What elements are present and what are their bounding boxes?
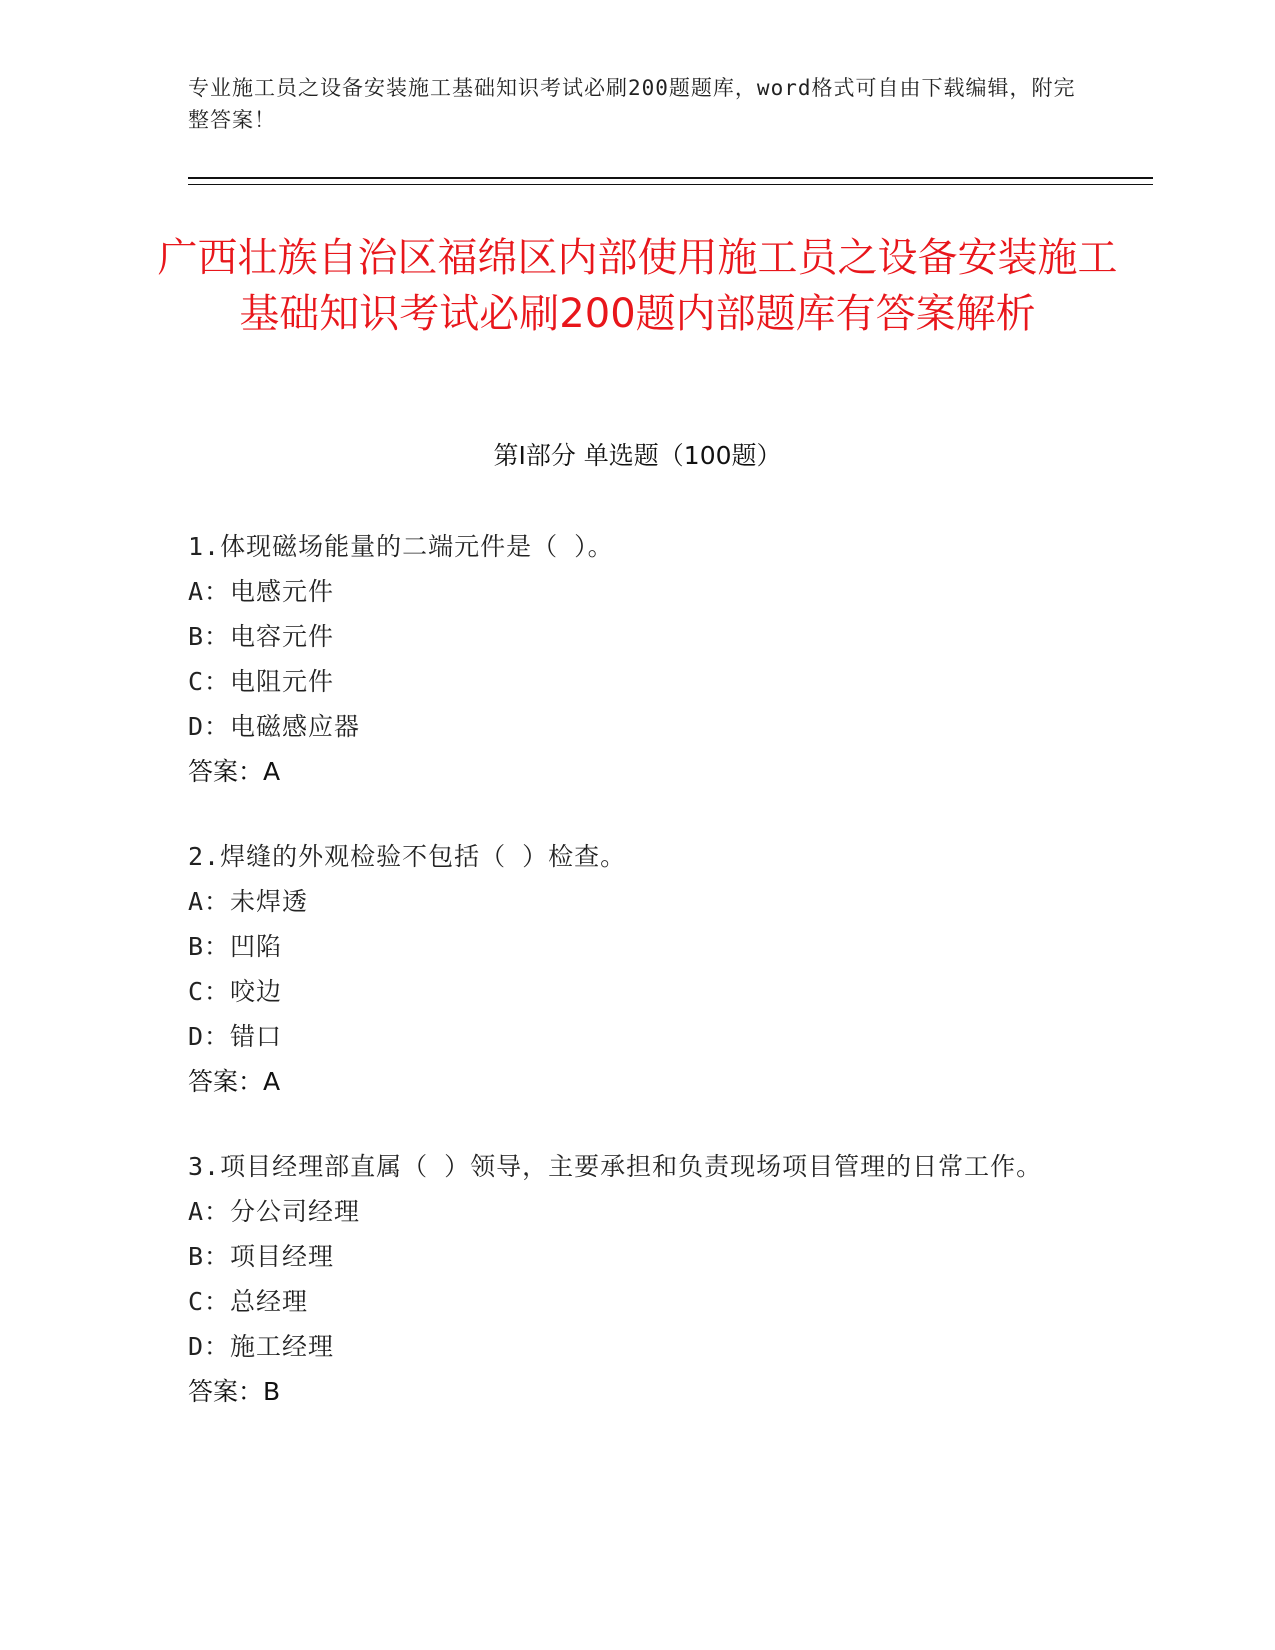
question-stem: 2.焊缝的外观检验不包括（ ）检查。 xyxy=(188,842,627,871)
header-note: 专业施工员之设备安装施工基础知识考试必刷200题题库，word格式可自由下载编辑，附完整答案！ xyxy=(188,76,1076,132)
option-b: B：电容元件 xyxy=(188,622,335,651)
header-divider-thick xyxy=(188,177,1153,179)
option-d: D：电磁感应器 xyxy=(188,712,361,741)
document-title: 广西壮族自治区福绵区内部使用施工员之设备安装施工基础知识考试必刷200题内部题库有答案解析 xyxy=(157,235,1118,337)
header-divider-thin xyxy=(188,184,1153,185)
section-title: 第Ⅰ部分 单选题（100题） xyxy=(493,441,782,470)
option-b: B：凹陷 xyxy=(188,932,283,961)
question-stem: 3.项目经理部直属（ ）领导，主要承担和负责现场项目管理的日常工作。 xyxy=(188,1152,1043,1181)
option-b: B：项目经理 xyxy=(188,1242,335,1271)
option-a: A：分公司经理 xyxy=(188,1197,361,1226)
question-stem: 1.体现磁场能量的二端元件是（ ）。 xyxy=(188,532,614,561)
option-d: D：施工经理 xyxy=(188,1332,335,1361)
answer-line: 答案：A xyxy=(188,757,281,786)
option-a: A：电感元件 xyxy=(188,577,335,606)
option-a: A：未焊透 xyxy=(188,887,309,916)
question-list xyxy=(188,524,1088,1454)
option-d: D：错口 xyxy=(188,1022,283,1051)
answer-line: 答案：A xyxy=(188,1067,281,1096)
question-1 xyxy=(188,524,1088,794)
question-2 xyxy=(188,834,1088,1104)
option-c: C：咬边 xyxy=(188,977,283,1006)
option-c: C：电阻元件 xyxy=(188,667,335,696)
option-c: C：总经理 xyxy=(188,1287,309,1316)
question-3 xyxy=(188,1144,1088,1414)
answer-line: 答案：B xyxy=(188,1377,281,1406)
